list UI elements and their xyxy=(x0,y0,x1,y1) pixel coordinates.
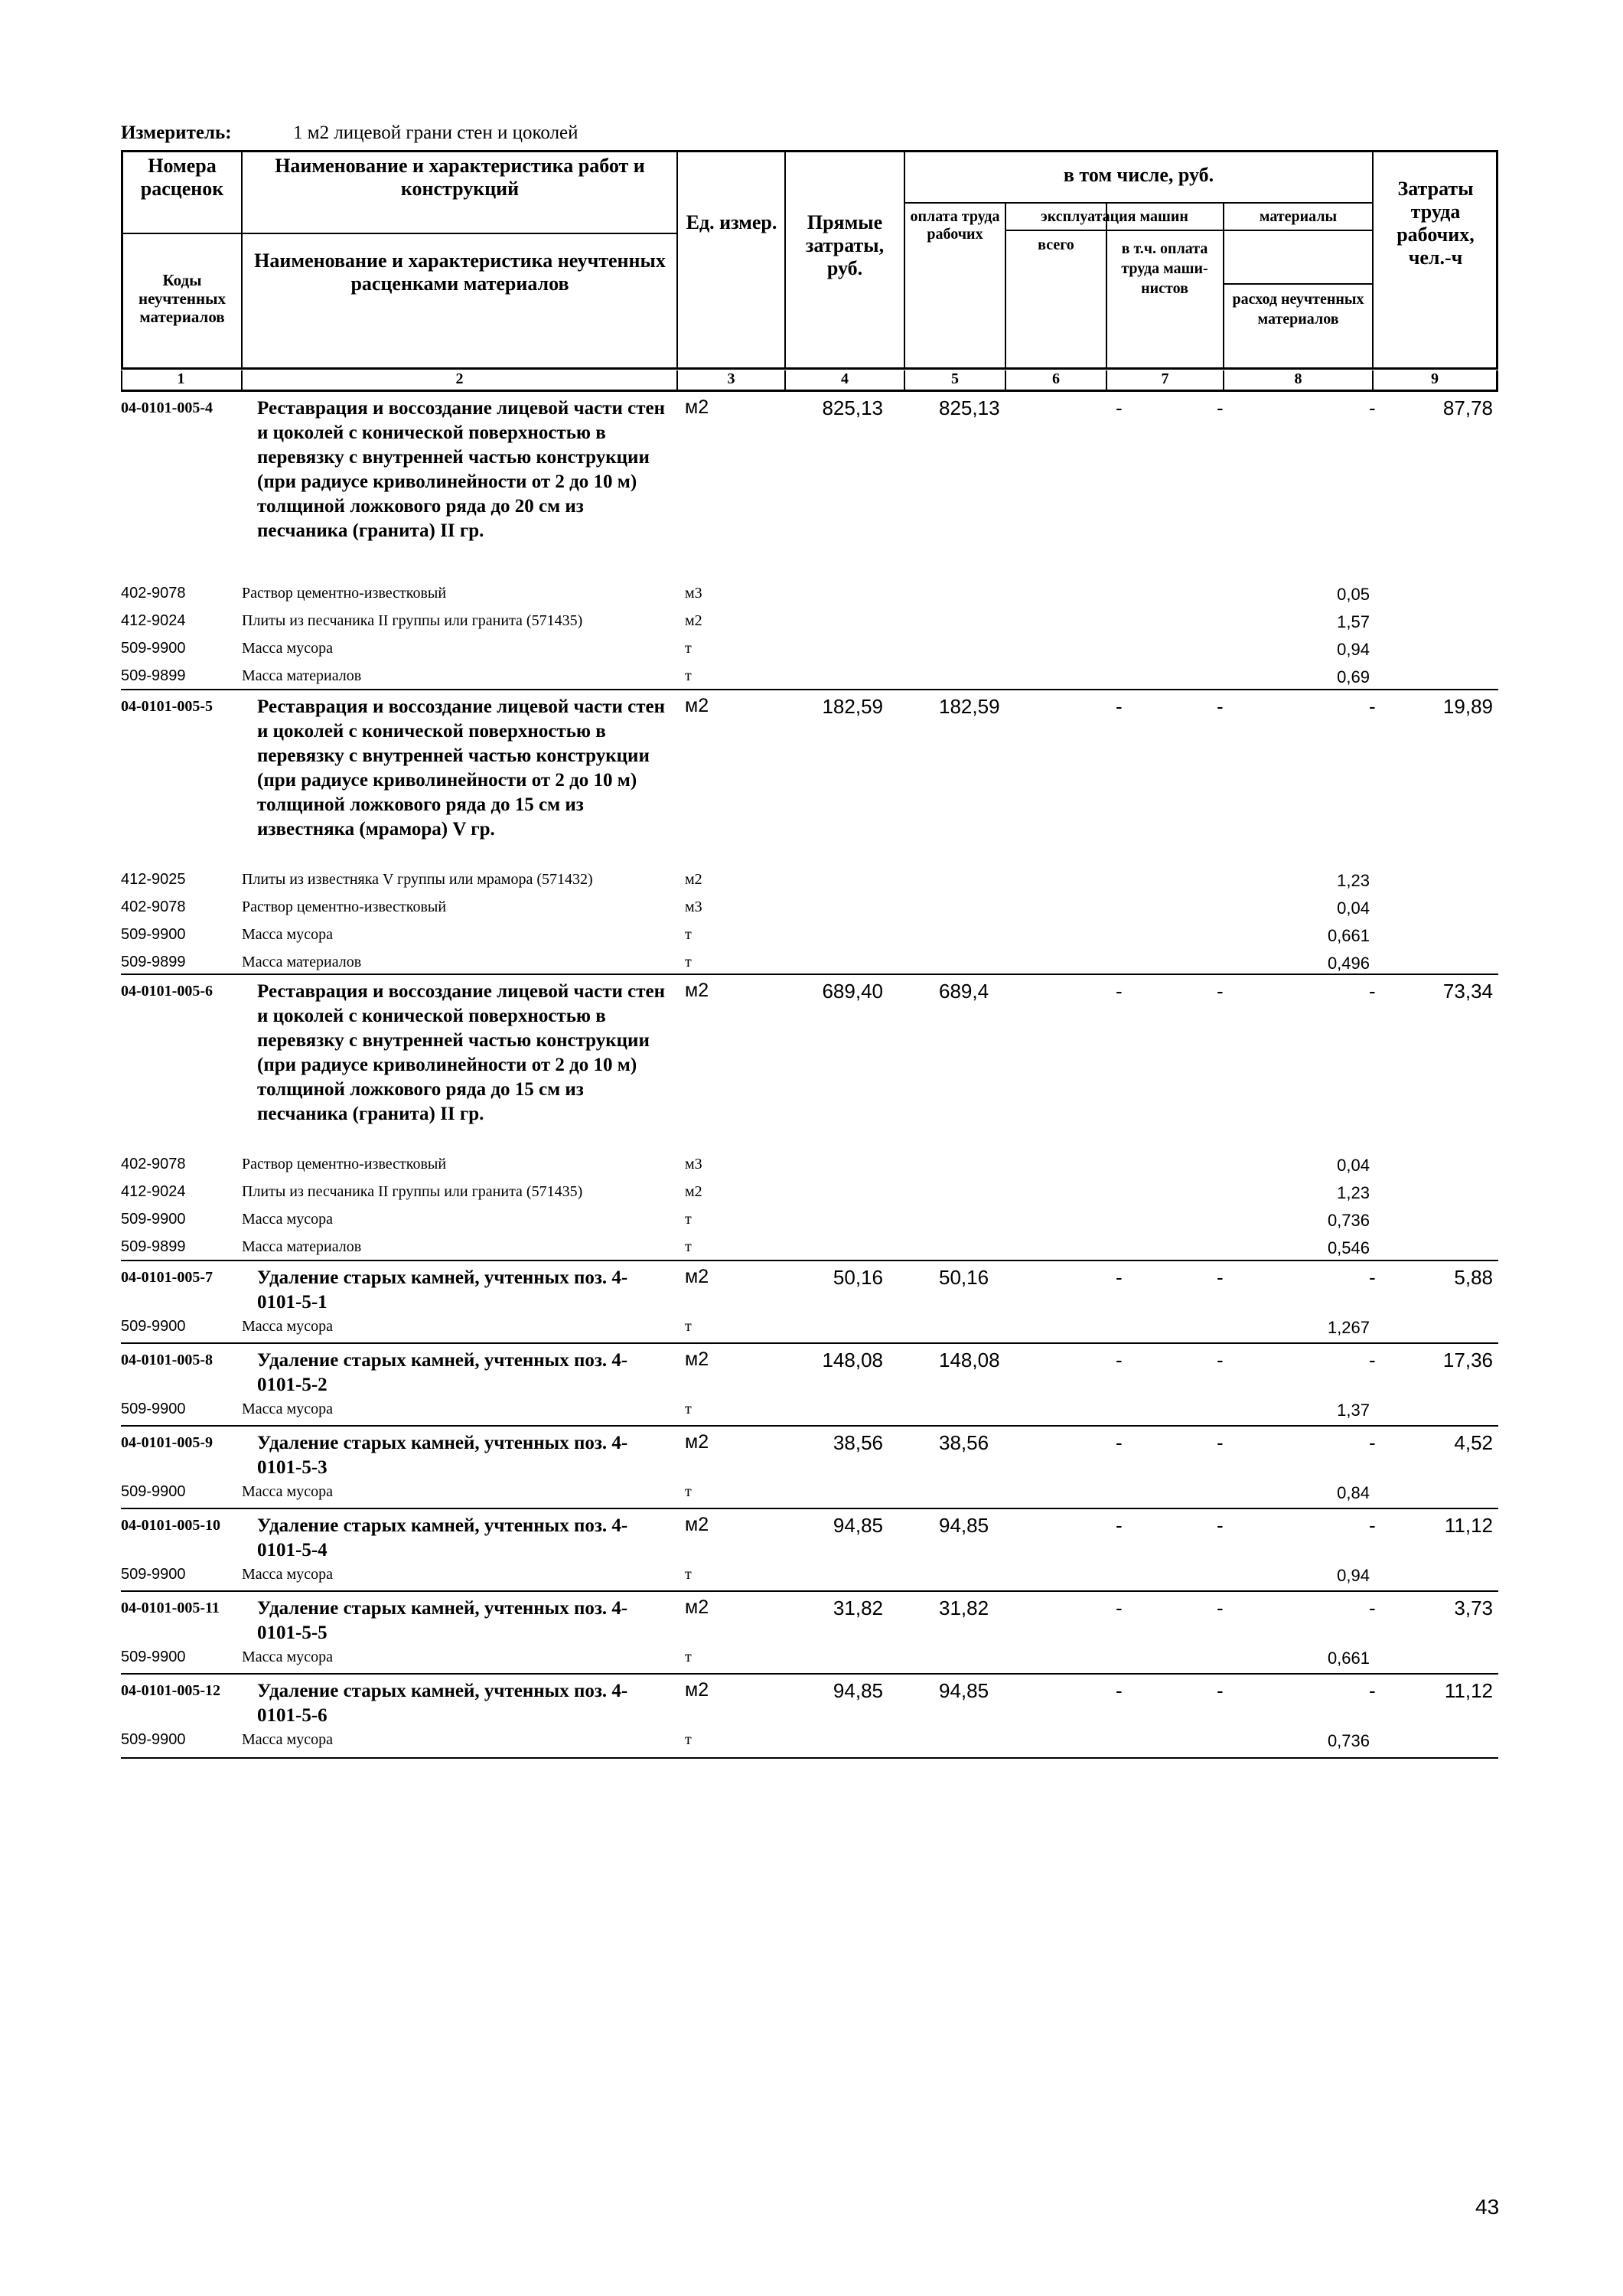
materials-cost: - xyxy=(1369,695,1376,718)
material-name: Масса мусора xyxy=(242,1318,333,1335)
material-qty: 0,05 xyxy=(1337,585,1370,604)
header-materials: материалы xyxy=(1259,208,1338,225)
labor-pay: 50,16 xyxy=(939,1266,989,1289)
material-name: Раствор цементно-известковый xyxy=(242,1156,447,1172)
work-unit: м2 xyxy=(685,1266,709,1287)
header-unacc: расход неучтенных материалов xyxy=(1232,291,1364,328)
material-code: 509-9900 xyxy=(121,1483,186,1500)
machine-pay: - xyxy=(1217,1596,1224,1619)
col-num-3: 3 xyxy=(727,370,735,387)
col-num-7: 7 xyxy=(1161,370,1169,387)
col-num-5: 5 xyxy=(951,370,959,387)
material-qty: 0,661 xyxy=(1327,926,1370,945)
material-qty: 0,69 xyxy=(1337,667,1370,687)
material-code: 509-9900 xyxy=(121,640,186,657)
material-code: 509-9900 xyxy=(121,1211,186,1228)
material-code: 402-9078 xyxy=(121,585,186,602)
material-unit: м2 xyxy=(685,1183,702,1200)
material-unit: т xyxy=(685,1483,692,1500)
material-name: Масса мусора xyxy=(242,1731,333,1748)
material-name: Масса мусора xyxy=(242,1649,333,1665)
material-unit: т xyxy=(685,667,692,684)
work-unit: м2 xyxy=(685,1679,709,1701)
row-separator xyxy=(121,1673,1498,1675)
work-title: Удаление старых камней, учтенных поз. 4-0101-5-4 xyxy=(257,1515,628,1561)
header-col2-bottom: Наименование и характеристика неучтенных расценками материалов xyxy=(254,249,666,295)
material-unit: т xyxy=(685,1401,692,1417)
work-title: Реставрация и воссоздание лицевой части стен и цоколей с конической поверхностью в перевязку с внутренней частью конструкции (при радиусе криволинейности от 2 до 10 м) толщиной ложкового ряда до 20 см из песчаника (гранита) II гр. xyxy=(257,398,666,541)
material-name: Масса мусора xyxy=(242,926,333,943)
materials-cost: - xyxy=(1369,980,1376,1003)
direct-cost: 38,56 xyxy=(833,1431,883,1454)
row-separator xyxy=(121,689,1498,690)
labor-pay: 689,4 xyxy=(939,980,989,1003)
direct-cost: 94,85 xyxy=(833,1679,883,1702)
header-col1-top: Номера расценок xyxy=(140,155,224,200)
material-code: 509-9900 xyxy=(121,1649,186,1665)
table-bottom-line xyxy=(121,1757,1498,1759)
material-code: 412-9024 xyxy=(121,1183,186,1200)
labor-hours: 5,88 xyxy=(1454,1266,1493,1289)
material-qty: 1,37 xyxy=(1337,1401,1370,1420)
header-col2-top: Наименование и характеристика работ и конструкций xyxy=(275,155,645,200)
material-name: Масса мусора xyxy=(242,1211,333,1228)
material-name: Масса мусора xyxy=(242,1566,333,1583)
col-num-4: 4 xyxy=(841,370,849,387)
material-name: Масса материалов xyxy=(242,1238,362,1255)
material-qty: 1,57 xyxy=(1337,612,1370,631)
material-unit: т xyxy=(685,1649,692,1665)
work-unit: м2 xyxy=(685,695,709,716)
material-qty: 1,23 xyxy=(1337,871,1370,890)
machine-total: - xyxy=(1116,980,1123,1003)
work-unit: м2 xyxy=(685,396,709,418)
work-title: Реставрация и воссоздание лицевой части стен и цоколей с конической поверхностью в перевязку с внутренней частью конструкции (при радиусе криволинейности от 2 до 10 м) толщиной ложкового ряда до 15 см из песчаника (гранита) II гр. xyxy=(257,981,666,1124)
material-qty: 0,84 xyxy=(1337,1483,1370,1502)
direct-cost: 31,82 xyxy=(833,1596,883,1619)
material-qty: 0,546 xyxy=(1327,1238,1370,1257)
material-qty: 0,04 xyxy=(1337,1156,1370,1175)
labor-hours: 73,34 xyxy=(1442,980,1493,1003)
meter-value: 1 м2 лицевой грани стен и цоколей xyxy=(293,122,578,143)
direct-cost: 50,16 xyxy=(833,1266,883,1289)
labor-pay: 31,82 xyxy=(939,1596,989,1619)
material-qty: 1,267 xyxy=(1327,1318,1370,1337)
meter-label: Измеритель: xyxy=(121,122,232,143)
machine-total: - xyxy=(1116,1266,1123,1289)
material-qty: 0,94 xyxy=(1337,640,1370,659)
material-qty: 0,496 xyxy=(1327,954,1370,973)
rate-code: 04-0101-005-4 xyxy=(121,400,213,416)
machine-total: - xyxy=(1116,1514,1123,1537)
header-machines: эксплуатация машин xyxy=(1041,208,1188,225)
work-unit: м2 xyxy=(685,1349,709,1370)
labor-hours: 11,12 xyxy=(1444,1514,1493,1537)
rate-code: 04-0101-005-8 xyxy=(121,1352,213,1368)
material-unit: т xyxy=(685,1731,692,1748)
machine-pay: - xyxy=(1217,396,1224,419)
material-unit: м3 xyxy=(685,585,702,602)
material-unit: т xyxy=(685,1566,692,1583)
row-separator xyxy=(121,1425,1498,1427)
material-name: Масса мусора xyxy=(242,1483,333,1500)
material-code: 509-9900 xyxy=(121,1401,186,1417)
work-title: Удаление старых камней, учтенных поз. 4-0101-5-5 xyxy=(257,1598,628,1643)
material-name: Плиты из песчаника II группы или гранита (571435) xyxy=(242,612,583,629)
rate-code: 04-0101-005-7 xyxy=(121,1269,213,1286)
material-code: 412-9025 xyxy=(121,871,186,888)
machine-total: - xyxy=(1116,1679,1123,1702)
machine-total: - xyxy=(1116,695,1123,718)
machine-total: - xyxy=(1116,1431,1123,1454)
header-incl: в том числе, руб. xyxy=(1063,164,1214,186)
work-unit: м2 xyxy=(685,1431,709,1453)
materials-cost: - xyxy=(1369,1266,1376,1289)
machine-pay: - xyxy=(1217,695,1224,718)
material-unit: м3 xyxy=(685,1156,702,1172)
page-number: 43 xyxy=(1475,2195,1500,2219)
col-num-8: 8 xyxy=(1294,370,1302,387)
material-code: 509-9900 xyxy=(121,1566,186,1583)
material-code: 412-9024 xyxy=(121,612,186,629)
meter-line xyxy=(121,122,578,144)
row-separator xyxy=(121,1342,1498,1344)
material-qty: 0,736 xyxy=(1327,1211,1370,1230)
material-qty: 0,04 xyxy=(1337,899,1370,918)
materials-cost: - xyxy=(1369,1596,1376,1619)
material-code: 509-9899 xyxy=(121,1238,186,1255)
work-title: Удаление старых камней, учтенных поз. 4-0101-5-2 xyxy=(257,1350,628,1395)
material-unit: т xyxy=(685,1318,692,1335)
work-title: Реставрация и воссоздание лицевой части стен и цоколей с конической поверхностью в перевязку с внутренней частью конструкции (при радиусе криволинейности от 2 до 10 м) толщиной ложкового ряда до 15 см из известняка (мрамора) V гр. xyxy=(257,696,666,840)
labor-pay: 94,85 xyxy=(939,1679,989,1702)
material-name: Масса мусора xyxy=(242,1401,333,1417)
rate-code: 04-0101-005-9 xyxy=(121,1434,213,1451)
work-unit: м2 xyxy=(685,1596,709,1618)
row-separator xyxy=(121,974,1498,975)
material-name: Плиты из известняка V группы или мрамора (571432) xyxy=(242,871,593,888)
col-num-9: 9 xyxy=(1431,370,1439,387)
header-col1-bottom: Коды неучтенных материалов xyxy=(139,271,226,327)
machine-pay: - xyxy=(1217,1349,1224,1371)
direct-cost: 94,85 xyxy=(833,1514,883,1537)
machine-total: - xyxy=(1116,396,1123,419)
material-code: 509-9899 xyxy=(121,954,186,970)
materials-cost: - xyxy=(1369,1431,1376,1454)
material-code: 402-9078 xyxy=(121,899,186,915)
material-unit: м3 xyxy=(685,899,702,915)
machine-total: - xyxy=(1116,1349,1123,1371)
labor-pay: 825,13 xyxy=(939,396,1000,419)
direct-cost: 825,13 xyxy=(822,396,883,419)
labor-hours: 17,36 xyxy=(1442,1349,1493,1371)
labor-pay: 38,56 xyxy=(939,1431,989,1454)
header-col4: Прямые затраты, руб. xyxy=(805,211,885,279)
material-unit: м2 xyxy=(685,871,702,888)
rate-code: 04-0101-005-10 xyxy=(121,1517,220,1534)
material-name: Плиты из песчаника II группы или гранита (571435) xyxy=(242,1183,583,1200)
labor-pay: 148,08 xyxy=(939,1349,1000,1371)
machine-total: - xyxy=(1116,1596,1123,1619)
col-num-1: 1 xyxy=(177,370,185,387)
material-name: Раствор цементно-известковый xyxy=(242,585,447,602)
rate-code: 04-0101-005-11 xyxy=(121,1600,220,1616)
direct-cost: 148,08 xyxy=(822,1349,883,1371)
header-labor: Затраты труда рабочих, чел.-ч xyxy=(1396,178,1475,269)
col-num-6: 6 xyxy=(1052,370,1060,387)
material-unit: т xyxy=(685,640,692,657)
labor-hours: 3,73 xyxy=(1454,1596,1493,1619)
direct-cost: 689,40 xyxy=(822,980,883,1003)
material-qty: 0,736 xyxy=(1327,1731,1370,1750)
material-unit: т xyxy=(685,926,692,943)
machine-pay: - xyxy=(1217,1431,1224,1454)
row-separator xyxy=(121,1260,1498,1261)
material-unit: т xyxy=(685,1211,692,1228)
material-name: Масса материалов xyxy=(242,667,362,684)
material-qty: 0,94 xyxy=(1337,1566,1370,1585)
material-unit: т xyxy=(685,1238,692,1255)
labor-hours: 11,12 xyxy=(1444,1679,1493,1702)
labor-hours: 19,89 xyxy=(1442,695,1493,718)
material-unit: м2 xyxy=(685,612,702,629)
material-qty: 0,661 xyxy=(1327,1649,1370,1668)
materials-cost: - xyxy=(1369,1514,1376,1537)
header-col3: Ед. измер. xyxy=(686,211,777,233)
header-pay: оплата труда рабочих xyxy=(910,208,1000,243)
col-num-2: 2 xyxy=(455,370,464,387)
rate-code: 04-0101-005-5 xyxy=(121,698,213,715)
work-title: Удаление старых камней, учтенных поз. 4-0101-5-1 xyxy=(257,1267,628,1313)
machine-pay: - xyxy=(1217,1514,1224,1537)
machine-pay: - xyxy=(1217,1679,1224,1702)
material-name: Масса мусора xyxy=(242,640,333,657)
header-total: всего xyxy=(1038,236,1074,253)
machine-pay: - xyxy=(1217,1266,1224,1289)
material-code: 509-9900 xyxy=(121,1731,186,1748)
work-title: Удаление старых камней, учтенных поз. 4-0101-5-6 xyxy=(257,1681,628,1726)
material-code: 402-9078 xyxy=(121,1156,186,1172)
labor-pay: 182,59 xyxy=(939,695,1000,718)
row-separator xyxy=(121,1590,1498,1592)
labor-hours: 4,52 xyxy=(1454,1431,1493,1454)
rate-code: 04-0101-005-6 xyxy=(121,983,213,1000)
material-name: Масса материалов xyxy=(242,954,362,970)
machine-pay: - xyxy=(1217,980,1224,1003)
materials-cost: - xyxy=(1369,1349,1376,1371)
material-code: 509-9900 xyxy=(121,926,186,943)
header-incl-pay: в т.ч. оплата труда маши-нистов xyxy=(1121,240,1208,297)
column-numbers xyxy=(121,370,1498,392)
material-code: 509-9900 xyxy=(121,1318,186,1335)
material-qty: 1,23 xyxy=(1337,1183,1370,1202)
row-separator xyxy=(121,1508,1498,1509)
work-unit: м2 xyxy=(685,980,709,1001)
direct-cost: 182,59 xyxy=(822,695,883,718)
material-code: 509-9899 xyxy=(121,667,186,684)
material-name: Раствор цементно-известковый xyxy=(242,899,447,915)
labor-hours: 87,78 xyxy=(1442,396,1493,419)
table-header xyxy=(121,150,1498,369)
work-unit: м2 xyxy=(685,1514,709,1535)
materials-cost: - xyxy=(1369,396,1376,419)
material-unit: т xyxy=(685,954,692,970)
rate-code: 04-0101-005-12 xyxy=(121,1682,220,1699)
work-title: Удаление старых камней, учтенных поз. 4-0101-5-3 xyxy=(257,1433,628,1478)
labor-pay: 94,85 xyxy=(939,1514,989,1537)
materials-cost: - xyxy=(1369,1679,1376,1702)
